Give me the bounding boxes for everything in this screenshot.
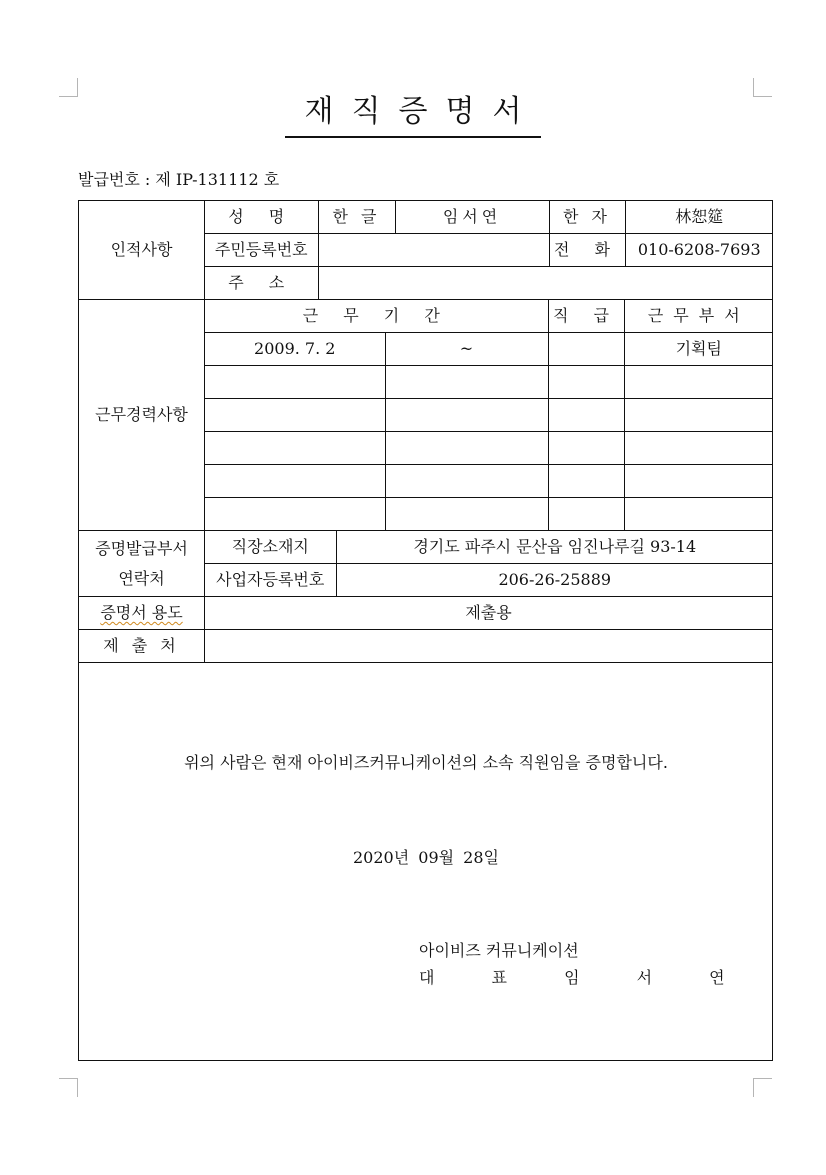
career-start	[205, 465, 385, 498]
document-title-wrap	[0, 92, 826, 138]
career-end	[385, 366, 548, 399]
name-hanja-value: 林恕筵	[625, 201, 773, 234]
career-rank	[548, 498, 624, 531]
hanja-label: 한 자	[549, 201, 625, 234]
career-dept	[624, 465, 773, 498]
career-details	[205, 300, 773, 531]
career-dept	[624, 366, 773, 399]
career-dept	[624, 432, 773, 465]
hangul-label: 한 글	[318, 201, 395, 234]
career-row	[205, 465, 773, 498]
document-title: 재직증명서	[285, 92, 542, 138]
career-rank	[548, 432, 624, 465]
personal-section-label: 인적사항	[79, 201, 205, 300]
career-dept: 기획팀	[624, 333, 773, 366]
period-header: 근 무 기 간	[205, 300, 548, 333]
personal-details	[205, 201, 773, 300]
purpose-value: 제출용	[205, 597, 773, 630]
business-number-value: 206-26-25889	[336, 564, 773, 597]
purpose-label	[79, 597, 205, 630]
name-hangul-value: 임서연	[395, 201, 549, 234]
company-name: 아이비즈 커뮤니케이션	[419, 941, 579, 960]
career-end: ~	[385, 333, 548, 366]
career-end	[385, 432, 548, 465]
workplace-label: 직장소재지	[205, 531, 336, 564]
career-dept	[624, 498, 773, 531]
issuer-contact-section	[79, 531, 773, 597]
submit-to-row	[79, 630, 773, 663]
career-rank	[548, 333, 624, 366]
certification-body	[79, 663, 773, 1061]
career-rank	[548, 465, 624, 498]
business-number-label: 사업자등록번호	[205, 564, 336, 597]
representative: 대 표 임 서 연	[419, 968, 751, 987]
career-row	[205, 399, 773, 432]
career-row	[205, 366, 773, 399]
phone-label: 전 화	[549, 234, 625, 267]
certificate-table	[78, 200, 773, 1061]
career-rank	[548, 366, 624, 399]
career-row	[205, 432, 773, 465]
career-end	[385, 498, 548, 531]
resident-number-value	[318, 234, 549, 267]
certification-row	[79, 663, 773, 1061]
issuer-contact-details	[205, 531, 773, 597]
purpose-label-text: 증명서 용도	[100, 603, 183, 622]
personal-section	[79, 201, 773, 300]
crop-mark-bottom-right	[753, 1078, 772, 1097]
rank-header: 직 급	[548, 300, 624, 333]
phone-value: 010-6208-7693	[625, 234, 773, 267]
career-start	[205, 432, 385, 465]
career-start	[205, 366, 385, 399]
name-label: 성 명	[205, 201, 318, 234]
career-section	[79, 300, 773, 531]
career-start: 2009. 7. 2	[205, 333, 385, 366]
certification-statement: 위의 사람은 현재 아이비즈커뮤니케이션의 소속 직원임을 증명합니다.	[184, 753, 668, 772]
issue-date: 2020년 09월 28일	[353, 848, 499, 867]
career-section-label: 근무경력사항	[79, 300, 205, 531]
submit-to-label: 제 출 처	[79, 630, 205, 663]
crop-mark-bottom-left	[59, 1078, 78, 1097]
address-label: 주 소	[205, 267, 318, 300]
issuer-contact-label	[79, 531, 205, 597]
career-start	[205, 498, 385, 531]
resident-number-label: 주민등록번호	[205, 234, 318, 267]
address-value	[318, 267, 773, 300]
workplace-value: 경기도 파주시 문산읍 임진나루길 93-14	[336, 531, 773, 564]
career-row	[205, 333, 773, 366]
issue-number: 발급번호 : 제 IP-131112 호	[78, 170, 280, 189]
career-start	[205, 399, 385, 432]
career-end	[385, 465, 548, 498]
career-rank	[548, 399, 624, 432]
career-dept	[624, 399, 773, 432]
issuer-contact-label-line2: 연락처	[118, 568, 165, 588]
career-end	[385, 399, 548, 432]
dept-header: 근무부서	[624, 300, 773, 333]
purpose-row	[79, 597, 773, 630]
career-row	[205, 498, 773, 531]
submit-to-value	[205, 630, 773, 663]
issuer-contact-label-line1: 증명발급부서	[95, 538, 188, 558]
